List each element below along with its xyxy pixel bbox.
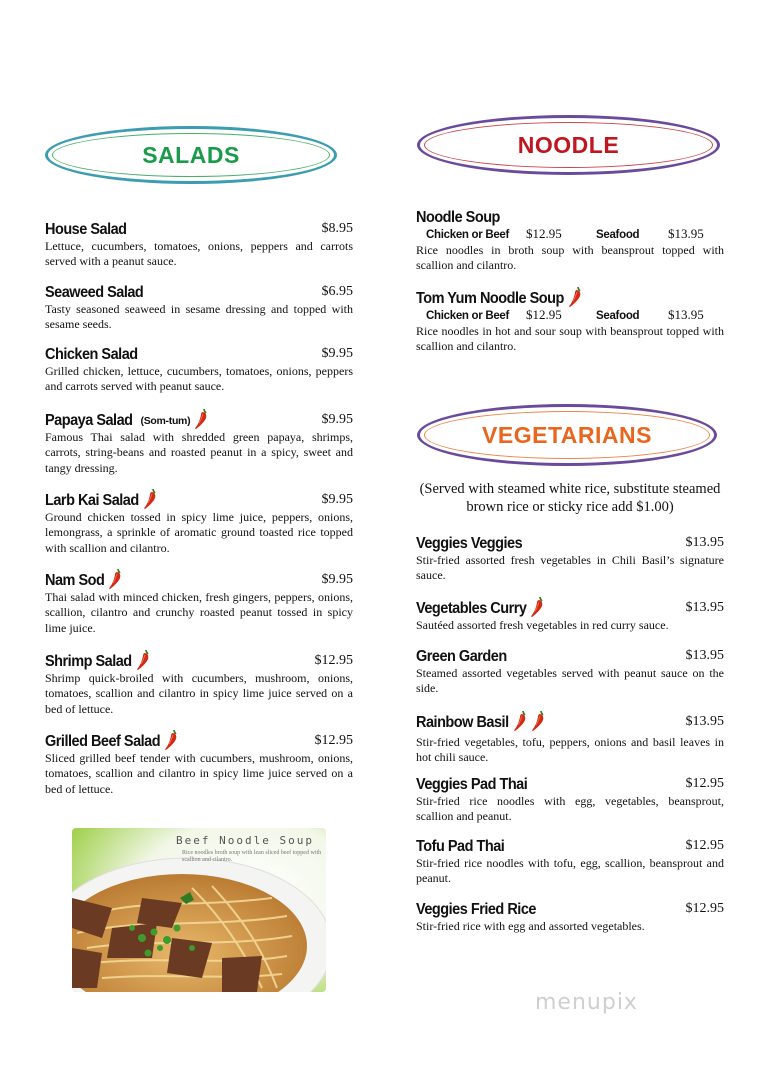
item-variants bbox=[426, 307, 724, 323]
variant-label: Chicken or Beef bbox=[426, 310, 510, 322]
item-price: $12.95 bbox=[314, 653, 353, 668]
salads-title: SALADS bbox=[142, 141, 240, 168]
photo-caption: Rice noodles broth soup with lean sliced beef topped with scallion and cilantro. bbox=[182, 850, 322, 863]
variant-price: $12.95 bbox=[526, 226, 562, 241]
item-price: $13.95 bbox=[685, 714, 724, 729]
item-price: $12.95 bbox=[685, 838, 724, 853]
item-variants bbox=[426, 226, 724, 242]
chili-pepper-icon bbox=[143, 488, 157, 510]
menu-item-larb-kai-salad bbox=[45, 492, 353, 556]
noodle-title: NOODLE bbox=[517, 131, 620, 158]
vegetarian-note: (Served with steamed white rice, substitute steamed brown rice or sticky rice add $1.00) bbox=[419, 481, 721, 515]
variant-price: $13.95 bbox=[668, 307, 704, 322]
menu-item-rainbow-basil bbox=[416, 714, 724, 766]
variant-price: $12.95 bbox=[526, 307, 562, 322]
item-description: Lettuce, cucumbers, tomatoes, onions, peppers and carrots served with a peanut sauce. bbox=[45, 239, 353, 269]
menu-item-house-salad bbox=[45, 221, 353, 270]
variant-label: Chicken or Beef bbox=[426, 229, 510, 241]
item-price: $13.95 bbox=[685, 648, 724, 663]
item-description: Ground chicken tossed in spicy lime juice, peppers, onions, lemongrass, a sprinkle of aromatic ground toasted rice topped with scallion and cilantro. bbox=[45, 510, 353, 555]
item-name: Shrimp Salad bbox=[45, 653, 132, 670]
vegetarians-title: VEGETARIANS bbox=[482, 421, 652, 448]
item-name: Vegetables Curry bbox=[416, 600, 527, 617]
item-description: Stir-fried rice noodles with tofu, egg, scallion, beansprout and peanut. bbox=[416, 856, 724, 886]
item-price: $9.95 bbox=[321, 346, 353, 361]
chili-pepper-icon bbox=[136, 649, 150, 671]
item-price: $12.95 bbox=[685, 776, 724, 791]
item-name: Rainbow Basil bbox=[416, 714, 509, 731]
item-name: Papaya Salad bbox=[45, 412, 133, 429]
item-name: Veggies Veggies bbox=[416, 535, 523, 552]
item-description: Stir-fried vegetables, tofu, peppers, onions and basil leaves in hot chili sauce. bbox=[416, 735, 724, 765]
item-description: Grilled chicken, lettuce, cucumbers, tomatoes, onions, peppers and carrots served with peanut sauce. bbox=[45, 364, 353, 394]
beef-noodle-soup-photo bbox=[72, 828, 326, 992]
menu-item-green-garden bbox=[416, 648, 724, 697]
menu-item-vegetables-curry bbox=[416, 600, 724, 633]
item-description: Thai salad with minced chicken, fresh gingers, peppers, onions, scallion, cilantro and crunchy roasted peanut tossed in spicy lime juice. bbox=[45, 590, 353, 635]
variant-label: Seafood bbox=[596, 229, 640, 241]
item-price: $9.95 bbox=[321, 572, 353, 587]
item-price: $12.95 bbox=[314, 733, 353, 748]
chili-pepper-icon bbox=[568, 286, 582, 308]
noodle-header bbox=[417, 115, 720, 175]
menu-item-nam-sod bbox=[45, 572, 353, 636]
item-price: $9.95 bbox=[321, 492, 353, 507]
item-description: Rice noodles in broth soup with beansprout topped with scallion and cilantro. bbox=[416, 243, 724, 273]
item-subtitle: (Som-tum) bbox=[140, 414, 191, 427]
watermark: menupix bbox=[535, 990, 638, 1015]
item-name: Seaweed Salad bbox=[45, 284, 144, 301]
menu-item-noodle-soup bbox=[416, 209, 724, 274]
item-price: $9.95 bbox=[321, 412, 353, 427]
menu-item-papaya-salad bbox=[45, 412, 353, 476]
item-price: $12.95 bbox=[685, 901, 724, 916]
chili-pepper-icon bbox=[531, 710, 545, 732]
item-description: Stir-fried rice noodles with egg, vegetables, beansprout, scallion and peanut. bbox=[416, 794, 724, 824]
item-price: $6.95 bbox=[321, 284, 353, 299]
item-description: Tasty seasoned seaweed in sesame dressing and topped with sesame seeds. bbox=[45, 302, 353, 332]
item-name: Veggies Fried Rice bbox=[416, 901, 536, 918]
menu-item-shrimp-salad bbox=[45, 653, 353, 717]
item-name: Larb Kai Salad bbox=[45, 492, 139, 509]
item-name: Nam Sod bbox=[45, 572, 105, 589]
menu-item-veggies-pad-thai bbox=[416, 776, 724, 825]
chili-pepper-icon bbox=[513, 710, 527, 732]
item-description: Shrimp quick-broiled with cucumbers, mushroom, onions, tomatoes, scallion and cilantro in spicy lime juice served on a bed of lettuce. bbox=[45, 671, 353, 716]
item-description: Sautéed assorted fresh vegetables in red curry sauce. bbox=[416, 618, 669, 632]
item-price: $13.95 bbox=[685, 535, 724, 550]
menu-item-veggies-fried-rice bbox=[416, 901, 724, 934]
menu-item-veggies-veggies bbox=[416, 535, 724, 584]
item-description: Stir-fried rice with egg and assorted vegetables. bbox=[416, 919, 645, 933]
chili-pepper-icon bbox=[530, 596, 544, 618]
item-name: Tofu Pad Thai bbox=[416, 838, 505, 855]
chili-pepper-icon bbox=[108, 568, 122, 590]
chili-pepper-icon bbox=[164, 729, 178, 751]
item-name: Chicken Salad bbox=[45, 346, 138, 363]
item-name: Noodle Soup bbox=[416, 209, 500, 226]
vegetarians-header bbox=[417, 404, 717, 466]
item-name: Green Garden bbox=[416, 648, 507, 665]
item-name: Veggies Pad Thai bbox=[416, 776, 528, 793]
menu-item-seaweed-salad bbox=[45, 284, 353, 333]
photo-title: Beef Noodle Soup bbox=[176, 834, 314, 847]
item-name: House Salad bbox=[45, 221, 127, 238]
menu-item-tofu-pad-thai bbox=[416, 838, 724, 887]
menu-item-chicken-salad bbox=[45, 346, 353, 395]
item-name: Tom Yum Noodle Soup bbox=[416, 290, 564, 307]
item-description: Famous Thai salad with shredded green papaya, shrimps, carrots, string-beans and roasted peanut in a spicy, sweet and tangy dressing. bbox=[45, 430, 353, 475]
variant-price: $13.95 bbox=[668, 226, 704, 241]
menu-item-tom-yum-noodle-soup bbox=[416, 290, 724, 355]
item-description: Sliced grilled beef tender with cucumbers, mushroom, onions, tomatoes, scallion and cilantro in spicy lime juice served on a bed of lettuce. bbox=[45, 751, 353, 796]
item-price: $13.95 bbox=[685, 600, 724, 615]
salads-header bbox=[45, 126, 337, 184]
item-description: Rice noodles in hot and sour soup with beansprout topped with scallion and cilantro. bbox=[416, 324, 724, 354]
chili-pepper-icon bbox=[194, 408, 208, 430]
item-description: Steamed assorted vegetables served with peanut sauce on the side. bbox=[416, 666, 724, 696]
item-description: Stir-fried assorted fresh vegetables in Chili Basil’s signature sauce. bbox=[416, 553, 724, 583]
item-price: $8.95 bbox=[321, 221, 353, 236]
menu-item-grilled-beef-salad bbox=[45, 733, 353, 797]
item-name: Grilled Beef Salad bbox=[45, 733, 161, 750]
variant-label: Seafood bbox=[596, 310, 640, 322]
